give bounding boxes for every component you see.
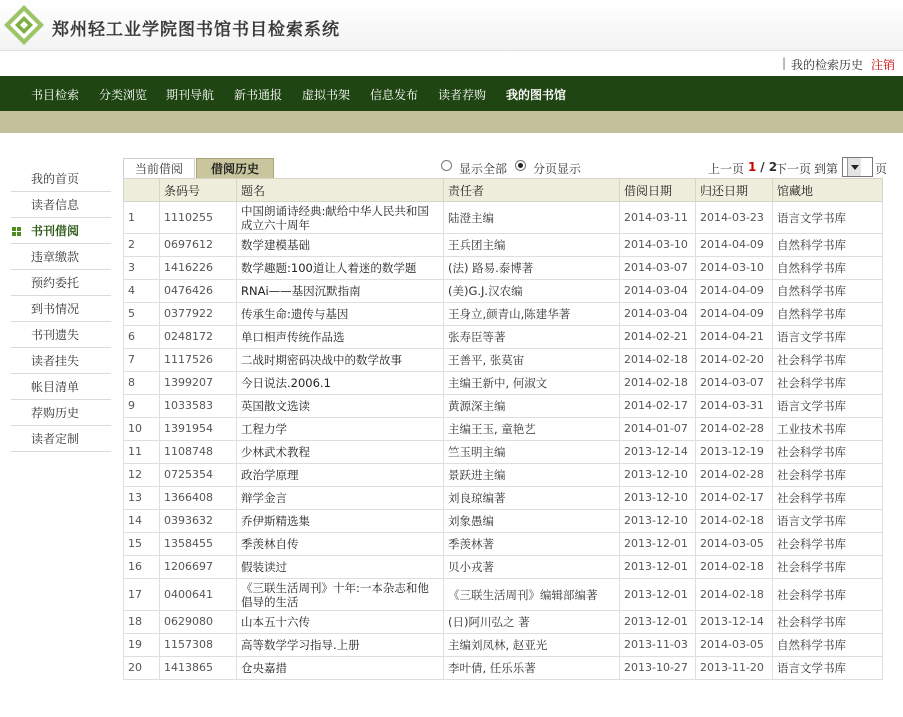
cell-index: 6 [124, 326, 160, 349]
cell-return-date: 2013-12-14 [696, 611, 773, 634]
column-header-borrow-date: 借阅日期 [620, 179, 696, 202]
tab-current-borrowing[interactable]: 当前借阅 [123, 158, 195, 179]
cell-location: 社会科学书库 [773, 579, 883, 611]
cell-title[interactable]: 单口相声传统作品选 [237, 326, 444, 349]
cell-borrow-date: 2013-12-10 [620, 464, 696, 487]
cell-barcode: 1108748 [160, 441, 237, 464]
cell-author: 黄源深主编 [444, 395, 620, 418]
cell-barcode: 1416226 [160, 257, 237, 280]
cell-barcode: 1391954 [160, 418, 237, 441]
cell-location: 自然科学书库 [773, 280, 883, 303]
sidebar-item-recommend-history[interactable]: 荐购历史 [11, 400, 111, 426]
cell-author: 主编王新中, 何淑文 [444, 372, 620, 395]
cell-return-date: 2014-02-20 [696, 349, 773, 372]
table-row [124, 634, 883, 657]
link-separator: | [782, 56, 787, 70]
sidebar-item-account-list[interactable]: 帐目清单 [11, 374, 111, 400]
cell-return-date: 2014-03-31 [696, 395, 773, 418]
goto-label: 到第 [814, 162, 839, 176]
cell-return-date: 2014-04-21 [696, 326, 773, 349]
cell-index: 3 [124, 257, 160, 280]
cell-location: 语言文学书库 [773, 202, 883, 234]
cell-index: 17 [124, 579, 160, 611]
cell-title[interactable]: 传承生命:遗传与基因 [237, 303, 444, 326]
table-row [124, 234, 883, 257]
cell-borrow-date: 2013-12-01 [620, 533, 696, 556]
cell-return-date: 2013-11-20 [696, 657, 773, 680]
cell-barcode: 1366408 [160, 487, 237, 510]
cell-return-date: 2014-04-09 [696, 234, 773, 257]
sidebar-item-reservations[interactable]: 预约委托 [11, 270, 111, 296]
cell-author: (法) 路易.泰博著 [444, 257, 620, 280]
cell-borrow-date: 2014-03-04 [620, 280, 696, 303]
cell-index: 2 [124, 234, 160, 257]
cell-borrow-date: 2014-03-10 [620, 234, 696, 257]
nav-reader-recommend[interactable]: 读者荐购 [438, 88, 487, 102]
cell-location: 社会科学书库 [773, 487, 883, 510]
cell-barcode: 0377922 [160, 303, 237, 326]
column-header-location: 馆藏地 [773, 179, 883, 202]
search-history-link[interactable]: 我的检索历史 [791, 58, 864, 72]
cell-barcode: 1413865 [160, 657, 237, 680]
nav-journal-guide[interactable]: 期刊导航 [166, 88, 215, 102]
main-nav [0, 76, 903, 111]
cell-author: 张寿臣等著 [444, 326, 620, 349]
cell-index: 11 [124, 441, 160, 464]
table-row [124, 533, 883, 556]
nav-category-browse[interactable]: 分类浏览 [99, 88, 148, 102]
cell-index: 20 [124, 657, 160, 680]
cell-location: 语言文学书库 [773, 326, 883, 349]
sidebar-item-reader-info[interactable]: 读者信息 [11, 192, 111, 218]
cell-index: 18 [124, 611, 160, 634]
sidebar-item-home[interactable]: 我的首页 [11, 166, 111, 192]
cell-return-date: 2014-02-18 [696, 510, 773, 533]
cell-index: 16 [124, 556, 160, 579]
cell-author: (美)G.J.汉农编 [444, 280, 620, 303]
current-page: 1 [748, 160, 757, 174]
cell-title[interactable]: 乔伊斯精选集 [237, 510, 444, 533]
cell-title[interactable]: 数学建模基础 [237, 234, 444, 257]
cell-title[interactable]: RNAi——基因沉默指南 [237, 280, 444, 303]
cell-location: 语言文学书库 [773, 395, 883, 418]
cell-index: 14 [124, 510, 160, 533]
table-row [124, 326, 883, 349]
cell-author: 王身立,颜青山,陈建华著 [444, 303, 620, 326]
prev-page-link[interactable]: 上一页 [708, 162, 745, 176]
cell-return-date: 2014-02-28 [696, 464, 773, 487]
cell-return-date: 2014-02-18 [696, 556, 773, 579]
table-row [124, 418, 883, 441]
cell-index: 5 [124, 303, 160, 326]
cell-title[interactable]: 假装读过 [237, 556, 444, 579]
cell-return-date: 2014-02-18 [696, 579, 773, 611]
cell-title[interactable]: 工程力学 [237, 418, 444, 441]
site-title: 郑州轻工业学院图书馆书目检索系统 [52, 20, 340, 40]
cell-author: (日)阿川弘之 著 [444, 611, 620, 634]
cell-author: 《三联生活周刊》编辑部编著 [444, 579, 620, 611]
table-row [124, 257, 883, 280]
table-row [124, 510, 883, 533]
top-links-bar [0, 50, 903, 76]
cell-barcode: 1033583 [160, 395, 237, 418]
cell-author: 王兵团主编 [444, 234, 620, 257]
show-all-radio[interactable] [441, 160, 452, 171]
cell-borrow-date: 2013-12-01 [620, 579, 696, 611]
total-pages: / 2 [760, 160, 778, 174]
table-row [124, 441, 883, 464]
cell-location: 自然科学书库 [773, 303, 883, 326]
cell-borrow-date: 2013-12-14 [620, 441, 696, 464]
cell-return-date: 2014-02-17 [696, 487, 773, 510]
cell-return-date: 2014-04-09 [696, 303, 773, 326]
table-row [124, 464, 883, 487]
cell-borrow-date: 2013-12-01 [620, 556, 696, 579]
cell-index: 1 [124, 202, 160, 234]
cell-barcode: 1157308 [160, 634, 237, 657]
next-page-link[interactable]: 下一页 [775, 162, 812, 176]
cell-borrow-date: 2013-12-10 [620, 487, 696, 510]
cell-borrow-date: 2014-02-18 [620, 372, 696, 395]
cell-author: 季羡林著 [444, 533, 620, 556]
cell-location: 语言文学书库 [773, 657, 883, 680]
cell-barcode: 0400641 [160, 579, 237, 611]
cell-title[interactable]: 高等数学学习指导.上册 [237, 634, 444, 657]
table-row [124, 349, 883, 372]
sidebar-item-customize[interactable]: 读者定制 [11, 426, 111, 452]
table-row [124, 395, 883, 418]
cell-location: 社会科学书库 [773, 556, 883, 579]
cell-location: 工业技术书库 [773, 418, 883, 441]
cell-index: 10 [124, 418, 160, 441]
cell-index: 9 [124, 395, 160, 418]
cell-location: 社会科学书库 [773, 611, 883, 634]
cell-author: 主编刘凤林, 赵亚光 [444, 634, 620, 657]
cell-return-date: 2014-03-05 [696, 634, 773, 657]
page-indicator [748, 160, 777, 174]
table-row [124, 372, 883, 395]
page-suffix-label: 页 [875, 162, 888, 176]
cell-author: 王善平, 张莫宙 [444, 349, 620, 372]
cell-title[interactable]: 季羡林自传 [237, 533, 444, 556]
cell-barcode: 0393632 [160, 510, 237, 533]
cell-return-date: 2014-02-28 [696, 418, 773, 441]
cell-borrow-date: 2013-12-10 [620, 510, 696, 533]
cell-title[interactable]: 仓央嘉措 [237, 657, 444, 680]
sidebar-item-arrivals[interactable]: 到书情况 [11, 296, 111, 322]
column-header-index [124, 179, 160, 202]
logout-link[interactable]: 注销 [871, 58, 896, 72]
cell-author: 刘良琼编著 [444, 487, 620, 510]
cell-location: 自然科学书库 [773, 234, 883, 257]
cell-borrow-date: 2013-11-03 [620, 634, 696, 657]
cell-title[interactable]: 山本五十六传 [237, 611, 444, 634]
cell-return-date: 2014-03-10 [696, 257, 773, 280]
cell-index: 4 [124, 280, 160, 303]
table-row [124, 202, 883, 234]
cell-borrow-date: 2014-03-04 [620, 303, 696, 326]
cell-barcode: 1117526 [160, 349, 237, 372]
cell-borrow-date: 2014-03-11 [620, 202, 696, 234]
grid-bullet-icon [12, 227, 21, 236]
cell-location: 自然科学书库 [773, 634, 883, 657]
table-body [124, 202, 883, 680]
cell-barcode: 1206697 [160, 556, 237, 579]
cell-index: 15 [124, 533, 160, 556]
cell-return-date: 2014-03-23 [696, 202, 773, 234]
sidebar-item-lost-books[interactable]: 书刊遗失 [11, 322, 111, 348]
cell-return-date: 2013-12-19 [696, 441, 773, 464]
cell-author: 景跃进主编 [444, 464, 620, 487]
cell-barcode: 0476426 [160, 280, 237, 303]
borrowing-history-table [123, 178, 883, 680]
cell-return-date: 2014-03-07 [696, 372, 773, 395]
paged-radio[interactable] [515, 160, 526, 171]
cell-index: 8 [124, 372, 160, 395]
cell-barcode: 0725354 [160, 464, 237, 487]
table-header-row [124, 179, 883, 202]
cell-author: 刘象愚编 [444, 510, 620, 533]
cell-location: 社会科学书库 [773, 372, 883, 395]
sidebar-item-borrowing[interactable] [11, 218, 111, 244]
cell-author: 竺玉明主编 [444, 441, 620, 464]
cell-return-date: 2014-03-05 [696, 533, 773, 556]
table-row [124, 611, 883, 634]
cell-author: 贝小戎著 [444, 556, 620, 579]
nav-new-books[interactable]: 新书通报 [234, 88, 283, 102]
cell-location: 社会科学书库 [773, 441, 883, 464]
show-all-label: 显示全部 [459, 162, 508, 176]
chevron-down-icon[interactable] [847, 158, 861, 176]
cell-title[interactable]: 《三联生活周刊》十年:一本杂志和他倡导的生活 [237, 579, 444, 611]
column-header-title: 题名 [237, 179, 444, 202]
cell-title[interactable]: 数学趣题:100道让人着迷的数学题 [237, 257, 444, 280]
tab-borrowing-history[interactable]: 借阅历史 [196, 158, 274, 179]
cell-author: 李叶倩, 任乐乐著 [444, 657, 620, 680]
table-row [124, 657, 883, 680]
cell-title[interactable]: 政治学原理 [237, 464, 444, 487]
table-row [124, 556, 883, 579]
sidebar-item-fines[interactable]: 违章缴款 [11, 244, 111, 270]
cell-borrow-date: 2013-12-01 [620, 611, 696, 634]
cell-index: 13 [124, 487, 160, 510]
paged-label: 分页显示 [533, 162, 582, 176]
sidebar-item-report-loss[interactable]: 读者挂失 [11, 348, 111, 374]
cell-index: 19 [124, 634, 160, 657]
cell-index: 7 [124, 349, 160, 372]
cell-borrow-date: 2014-02-21 [620, 326, 696, 349]
cell-borrow-date: 2014-02-18 [620, 349, 696, 372]
column-header-return-date: 归还日期 [696, 179, 773, 202]
cell-borrow-date: 2013-10-27 [620, 657, 696, 680]
cell-title[interactable]: 英国散文选读 [237, 395, 444, 418]
sub-nav-bar [0, 111, 903, 133]
cell-location: 社会科学书库 [773, 533, 883, 556]
cell-title[interactable]: 中国朗诵诗经典:献给中华人民共和国成立六十周年 [237, 202, 444, 234]
cell-barcode: 1110255 [160, 202, 237, 234]
cell-location: 社会科学书库 [773, 464, 883, 487]
nav-my-library[interactable]: 我的图书馆 [506, 88, 567, 102]
sidebar [11, 166, 111, 452]
cell-title[interactable]: 辩学金言 [237, 487, 444, 510]
cell-location: 语言文学书库 [773, 510, 883, 533]
cell-borrow-date: 2014-03-07 [620, 257, 696, 280]
cell-location: 自然科学书库 [773, 257, 883, 280]
column-header-barcode: 条码号 [160, 179, 237, 202]
cell-return-date: 2014-04-09 [696, 280, 773, 303]
column-header-author: 责任者 [444, 179, 620, 202]
cell-barcode: 0248172 [160, 326, 237, 349]
cell-borrow-date: 2014-02-17 [620, 395, 696, 418]
cell-author: 主编王玉, 童艳艺 [444, 418, 620, 441]
site-header [0, 0, 903, 50]
page-select[interactable] [842, 157, 873, 177]
cell-barcode: 0629080 [160, 611, 237, 634]
cell-barcode: 1358455 [160, 533, 237, 556]
library-logo-icon [4, 5, 44, 45]
cell-title[interactable]: 今日说法.2006.1 [237, 372, 444, 395]
sidebar-item-label: 书刊借阅 [31, 224, 80, 238]
nav-virtual-shelf[interactable]: 虚拟书架 [302, 88, 351, 102]
cell-location: 社会科学书库 [773, 349, 883, 372]
nav-info-release[interactable]: 信息发布 [370, 88, 419, 102]
cell-barcode: 0697612 [160, 234, 237, 257]
cell-borrow-date: 2014-01-07 [620, 418, 696, 441]
nav-catalog-search[interactable]: 书目检索 [31, 88, 80, 102]
cell-author: 陆澄主编 [444, 202, 620, 234]
table-row [124, 487, 883, 510]
table-row [124, 303, 883, 326]
table-row [124, 280, 883, 303]
cell-barcode: 1399207 [160, 372, 237, 395]
cell-title[interactable]: 二战时期密码决战中的数学故事 [237, 349, 444, 372]
table-row [124, 579, 883, 611]
cell-index: 12 [124, 464, 160, 487]
cell-title[interactable]: 少林武术教程 [237, 441, 444, 464]
